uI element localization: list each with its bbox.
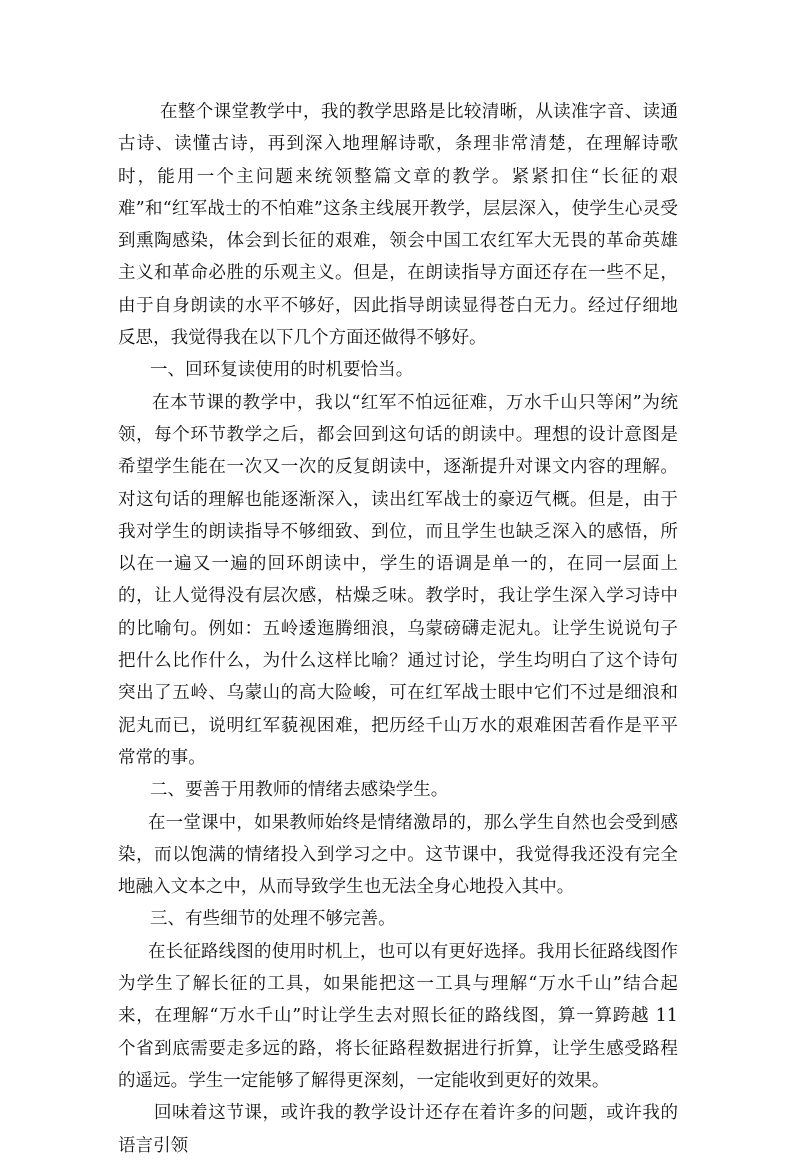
paragraph-section-3: 在长征路线图的使用时机上，也可以有更好选择。我用长征路线图作为学生了解长征的工具，如果能把这一工具与理解“万水千山”结合起来，在理解“万水千山”时让学生去对照长征的路线图，算一算跨越 11 个省到底需要走多远的路，将长征路程数据进行折算，让学生感受路程的遥远。学生一定能够了解得更深刻，一定能收到更好的效果。: [118, 941, 678, 1091]
paragraph-section-1: 在本节课的教学中，我以“红军不怕远征难，万水千山只等闲”为统领，每个环节教学之后，都会回到这句话的朗读中。理想的设计意图是希望学生能在一次又一次的反复朗读中，逐渐提升对课文内容的理解。对这句话的理解也能逐渐深入，读出红军战士的豪迈气概。但是，由于我对学生的朗读指导不够细致、到位，而且学生也缺乏深入的感悟，所以在一遍又一遍的回环朗读中，学生的语调是单一的，在同一层面上的，让人觉得没有层次感，枯燥乏味。教学时，我让学生深入学习诗中的比喻句。例如：五岭逶迤腾细浪，乌蒙磅礴走泥丸。让学生说说句子把什么比作什么，为什么这样比喻？通过讨论，学生均明白了这个诗句突出了五岭、乌蒙山的高大险峻，可在红军战士眼中它们不过是细浪和泥丸而已，说明红军藐视困难，把历经千山万水的艰难困苦看作是平平常常的事。: [118, 392, 678, 768]
paragraph-closing: 回味着这节课，或许我的教学设计还存在着许多的问题，或许我的语言引领: [118, 1103, 678, 1156]
paragraph-intro: 在整个课堂教学中，我的教学思路是比较清晰，从读准字音、读通古诗、读懂古诗，再到深入地理解诗歌，条理非常清楚，在理解诗歌时，能用一个主问题来统领整篇文章的教学。紧紧扣住“长征的艰难”和“红军战士的不怕难”这条主线展开教学，层层深入，使学生心灵受到熏陶感染，体会到长征的艰难，领会中国工农红军大无畏的革命英雄主义和革命必胜的乐观主义。但是，在朗读指导方面还存在一些不足，由于自身朗读的水平不够好，因此指导朗读显得苍白无力。经过仔细地反思，我觉得我在以下几个方面还做得不够好。: [118, 102, 678, 349]
section-heading-1: 一、回环复读使用的时机要恰当。: [150, 360, 414, 381]
section-heading-3: 三、有些细节的处理不够完善。: [150, 909, 396, 930]
section-heading-2: 二、要善于用教师的情绪去感染学生。: [150, 780, 449, 801]
document-page: [118, 96, 678, 1162]
paragraph-section-2: 在一堂课中，如果教师始终是情绪激昂的，那么学生自然也会受到感染，而以饱满的情绪投入到学习之中。这节课中，我觉得我还没有完全地融入文本之中，从而导致学生也无法全身心地投入其中。: [118, 812, 678, 898]
